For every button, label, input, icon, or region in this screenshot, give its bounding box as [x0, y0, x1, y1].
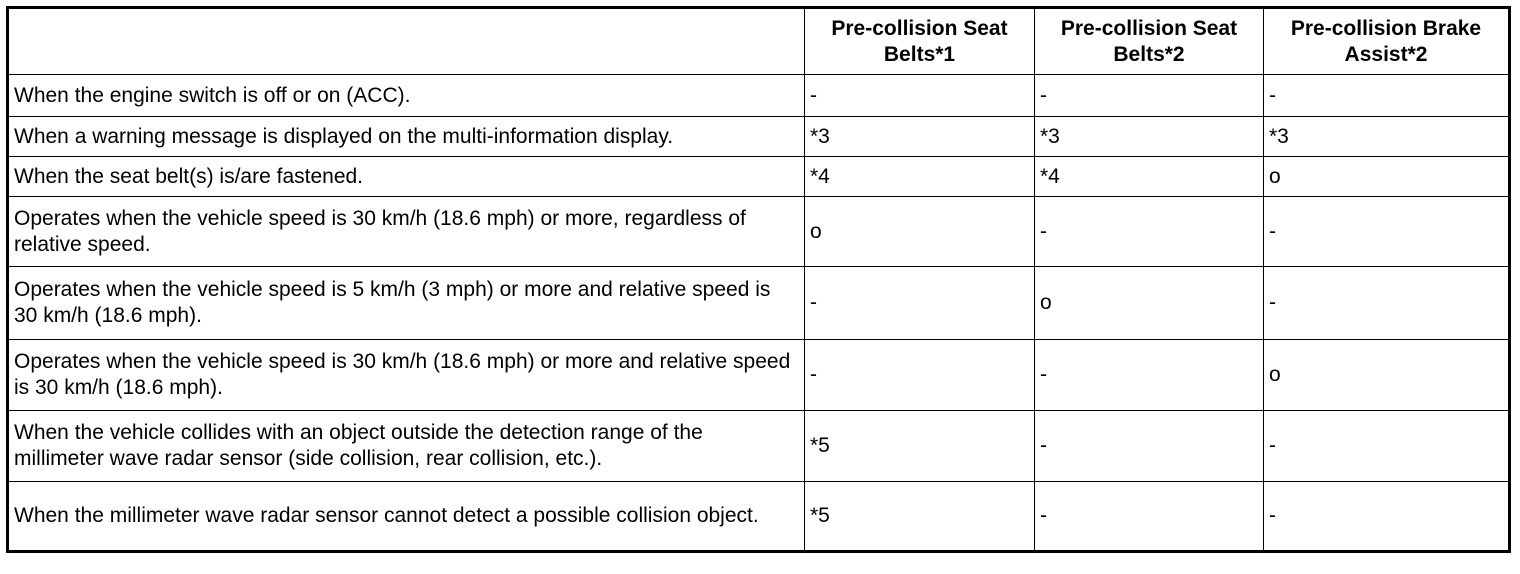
value-cell: - — [1035, 411, 1264, 482]
value-cell: - — [805, 340, 1035, 411]
condition-cell: Operates when the vehicle speed is 30 km/h (18.6 mph) or more and relative speed is 30 km/h (18.6 mph). — [8, 340, 805, 411]
table-row — [8, 197, 1510, 267]
value-cell: *3 — [1035, 117, 1264, 157]
value-cell: - — [1264, 267, 1510, 340]
condition-cell: When a warning message is displayed on the multi-information display. — [8, 117, 805, 157]
value-cell: *4 — [1035, 157, 1264, 197]
value-cell: - — [1264, 482, 1510, 552]
condition-cell: When the vehicle collides with an object outside the detection range of the millimeter wave radar sensor (side collision, rear collision, etc.). — [8, 411, 805, 482]
value-cell: - — [1264, 75, 1510, 117]
value-cell: - — [1035, 75, 1264, 117]
table-row — [8, 267, 1510, 340]
header-cell-seat-belts-2: Pre-collision Seat Belts*2 — [1035, 8, 1264, 75]
value-cell: *3 — [805, 117, 1035, 157]
header-row — [8, 8, 1510, 75]
condition-cell: When the engine switch is off or on (ACC). — [8, 75, 805, 117]
condition-cell: Operates when the vehicle speed is 5 km/h (3 mph) or more and relative speed is 30 km/h (18.6 mph). — [8, 267, 805, 340]
value-cell: o — [1264, 340, 1510, 411]
value-cell: - — [1264, 411, 1510, 482]
value-cell: *5 — [805, 482, 1035, 552]
value-cell: o — [805, 197, 1035, 267]
table-row — [8, 340, 1510, 411]
value-cell: - — [1035, 482, 1264, 552]
table-row — [8, 75, 1510, 117]
header-cell-condition — [8, 8, 805, 75]
condition-cell: Operates when the vehicle speed is 30 km/h (18.6 mph) or more, regardless of relative speed. — [8, 197, 805, 267]
value-cell: *4 — [805, 157, 1035, 197]
value-cell: - — [805, 267, 1035, 340]
value-cell: *3 — [1264, 117, 1510, 157]
condition-cell: When the millimeter wave radar sensor cannot detect a possible collision object. — [8, 482, 805, 552]
value-cell: - — [1035, 197, 1264, 267]
value-cell: - — [1035, 340, 1264, 411]
value-cell: - — [805, 75, 1035, 117]
value-cell: o — [1264, 157, 1510, 197]
table-row — [8, 117, 1510, 157]
condition-cell: When the seat belt(s) is/are fastened. — [8, 157, 805, 197]
operation-conditions-table — [6, 6, 1511, 553]
table-row — [8, 482, 1510, 552]
value-cell: *5 — [805, 411, 1035, 482]
table-row — [8, 411, 1510, 482]
value-cell: - — [1264, 197, 1510, 267]
table-row — [8, 157, 1510, 197]
header-cell-brake-assist-2: Pre-collision Brake Assist*2 — [1264, 8, 1510, 75]
header-cell-seat-belts-1: Pre-collision Seat Belts*1 — [805, 8, 1035, 75]
value-cell: o — [1035, 267, 1264, 340]
